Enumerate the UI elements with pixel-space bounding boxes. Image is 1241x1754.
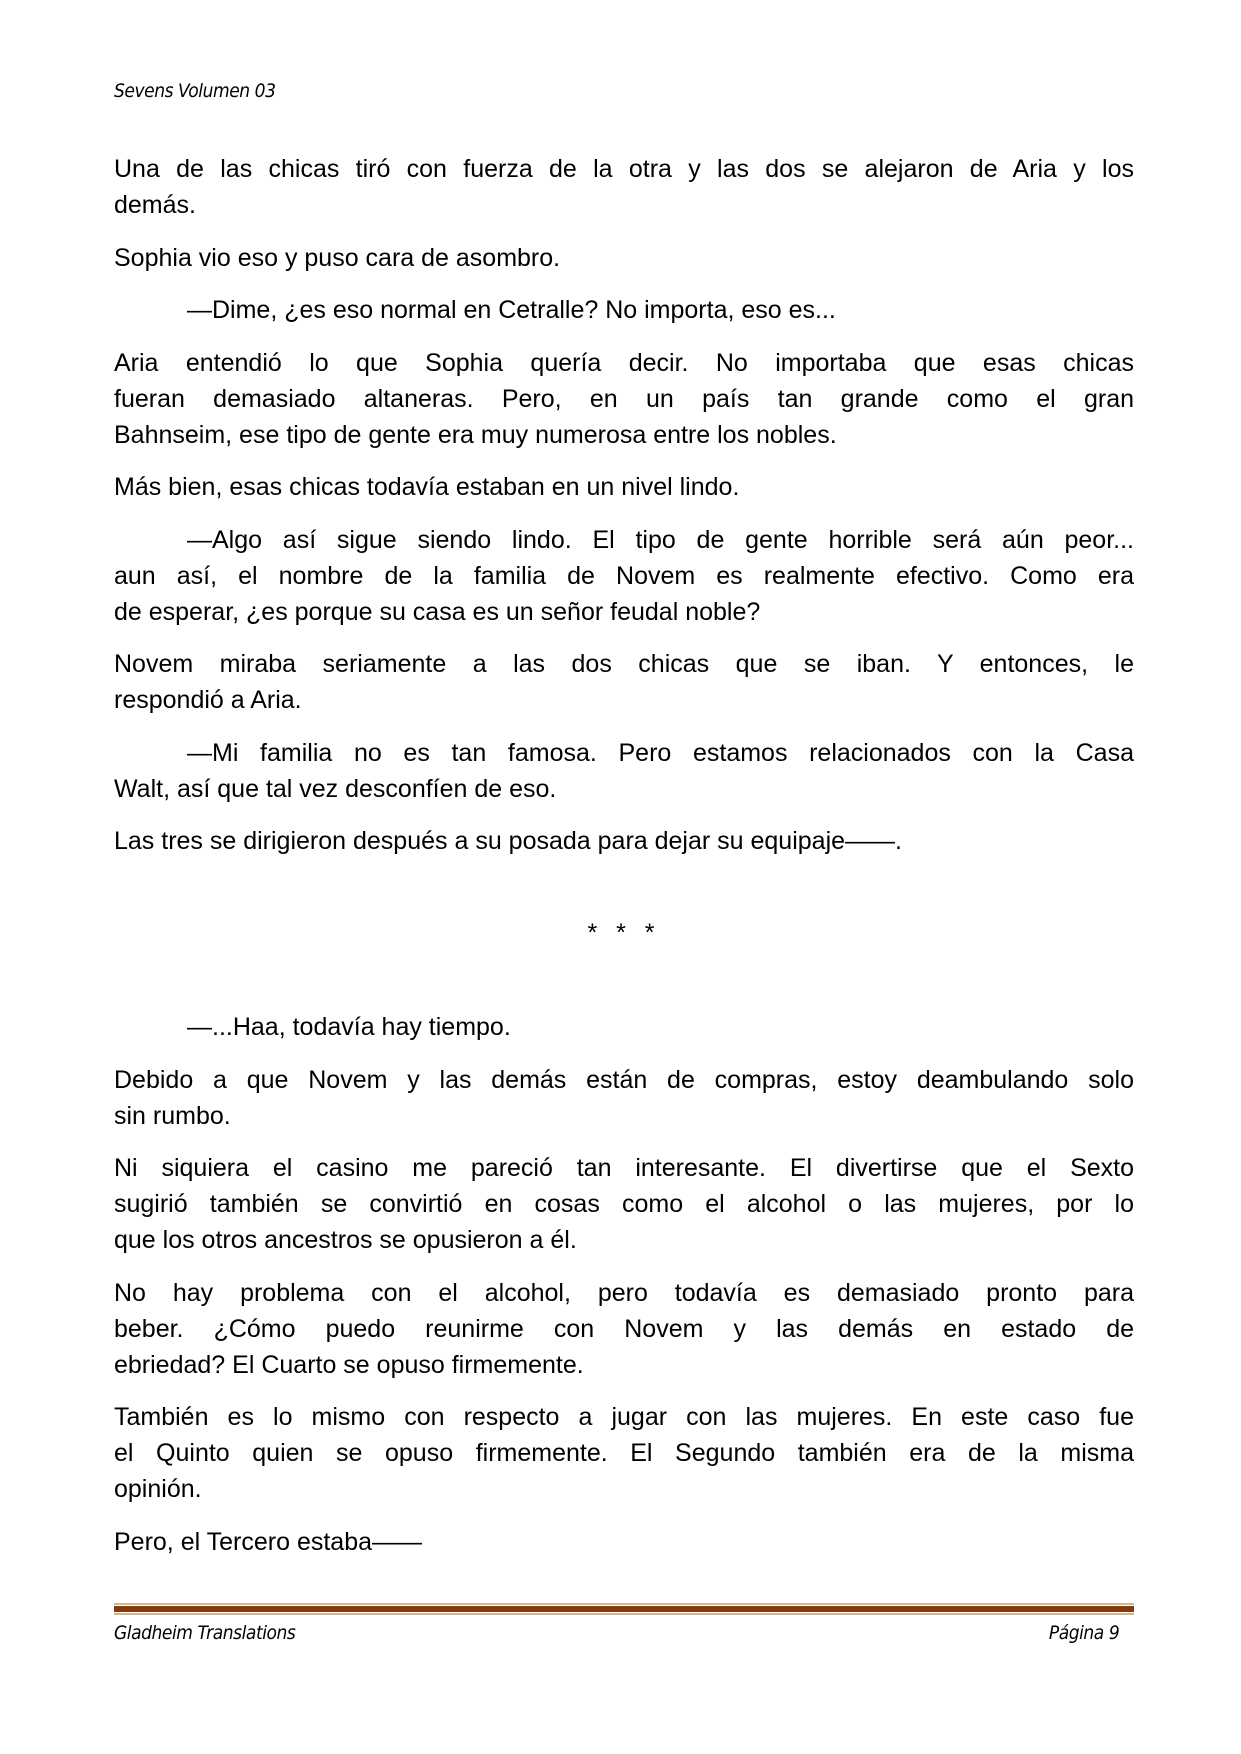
text-line: el Quinto quien se opuso firmemente. El Segundo también era de la misma: [114, 1439, 1134, 1467]
text-line: ebriedad? El Cuarto se opuso firmemente.: [114, 1350, 584, 1379]
text-line: Ni siquiera el casino me pareció tan interesante. El divertirse que el Sexto: [114, 1154, 1134, 1182]
text-line: demás.: [114, 191, 196, 219]
text-line: que los otros ancestros se opusieron a él.: [114, 1226, 577, 1254]
text-line: Novem miraba seriamente a las dos chicas que se iban. Y entonces, le: [114, 650, 1134, 678]
page-body: [114, 151, 1134, 1576]
text-line: Bahnseim, ese tipo de gente era muy numerosa entre los nobles.: [114, 420, 837, 449]
dialogue-paragraph: [114, 292, 1134, 328]
dialogue-paragraph: [114, 735, 1134, 807]
text-line: Aria entendió lo que Sophia quería decir. No importaba que esas chicas: [114, 348, 1134, 377]
text-line: de esperar, ¿es porque su casa es un señor feudal noble?: [114, 597, 761, 626]
footer-publisher: Gladheim Translations: [114, 1622, 296, 1644]
paragraph: [114, 151, 1134, 223]
text-line: —...Haa, todavía hay tiempo.: [187, 1013, 511, 1041]
text-line: Walt, así que tal vez desconfíen de eso.: [114, 774, 557, 803]
text-line: Pero, el Tercero estaba——: [114, 1527, 423, 1556]
text-line: —Mi familia no es tan famosa. Pero estamos relacionados con la Casa: [187, 738, 1134, 767]
text-line: También es lo mismo con respecto a jugar con las mujeres. En este caso fue: [114, 1403, 1134, 1431]
paragraph: [114, 823, 1134, 859]
paragraphs-before-break: [114, 151, 1134, 859]
paragraph: [114, 345, 1134, 453]
text-line: Debido a que Novem y las demás están de compras, estoy deambulando solo: [114, 1065, 1134, 1094]
paragraph: [114, 1524, 1134, 1560]
paragraphs-after-break: [114, 1009, 1134, 1560]
text-line: opinión.: [114, 1475, 202, 1503]
paragraph: [114, 646, 1134, 718]
text-line: No hay problema con el alcohol, pero todavía es demasiado pronto para: [114, 1278, 1134, 1307]
paragraph: [114, 1399, 1134, 1507]
text-line: Sophia vio eso y puso cara de asombro.: [114, 243, 561, 272]
text-line: —Algo así sigue siendo lindo. El tipo de gente horrible será aún peor...: [187, 525, 1134, 554]
section-break: * * *: [587, 919, 661, 947]
text-line: beber. ¿Cómo puedo reunirme con Novem y las demás en estado de: [114, 1314, 1134, 1343]
text-line: —Dime, ¿es eso normal en Cetralle? No importa, eso es...: [187, 296, 836, 324]
text-line: sugirió también se convirtió en cosas como el alcohol o las mujeres, por lo: [114, 1190, 1134, 1218]
running-header: Sevens Volumen 03: [114, 80, 276, 102]
text-line: Las tres se dirigieron después a su posada para dejar su equipaje——.: [114, 827, 902, 855]
page-number: Página 9: [1048, 1622, 1119, 1644]
dialogue-paragraph: [114, 522, 1134, 630]
footer-rule: [114, 1603, 1134, 1615]
text-line: respondió a Aria.: [114, 686, 302, 714]
text-line: sin rumbo.: [114, 1101, 231, 1130]
paragraph: [114, 1275, 1134, 1383]
dialogue-paragraph: [114, 1009, 1134, 1045]
text-line: fueran demasiado altaneras. Pero, en un país tan grande como el gran: [114, 384, 1134, 413]
text-line: Más bien, esas chicas todavía estaban en un nivel lindo.: [114, 473, 740, 501]
paragraph: [114, 469, 1134, 505]
paragraph: [114, 240, 1134, 276]
text-line: Una de las chicas tiró con fuerza de la otra y las dos se alejaron de Aria y los: [114, 155, 1134, 183]
text-line: aun así, el nombre de la familia de Novem es realmente efectivo. Como era: [114, 561, 1134, 590]
paragraph: [114, 1150, 1134, 1258]
paragraph: [114, 1062, 1134, 1134]
